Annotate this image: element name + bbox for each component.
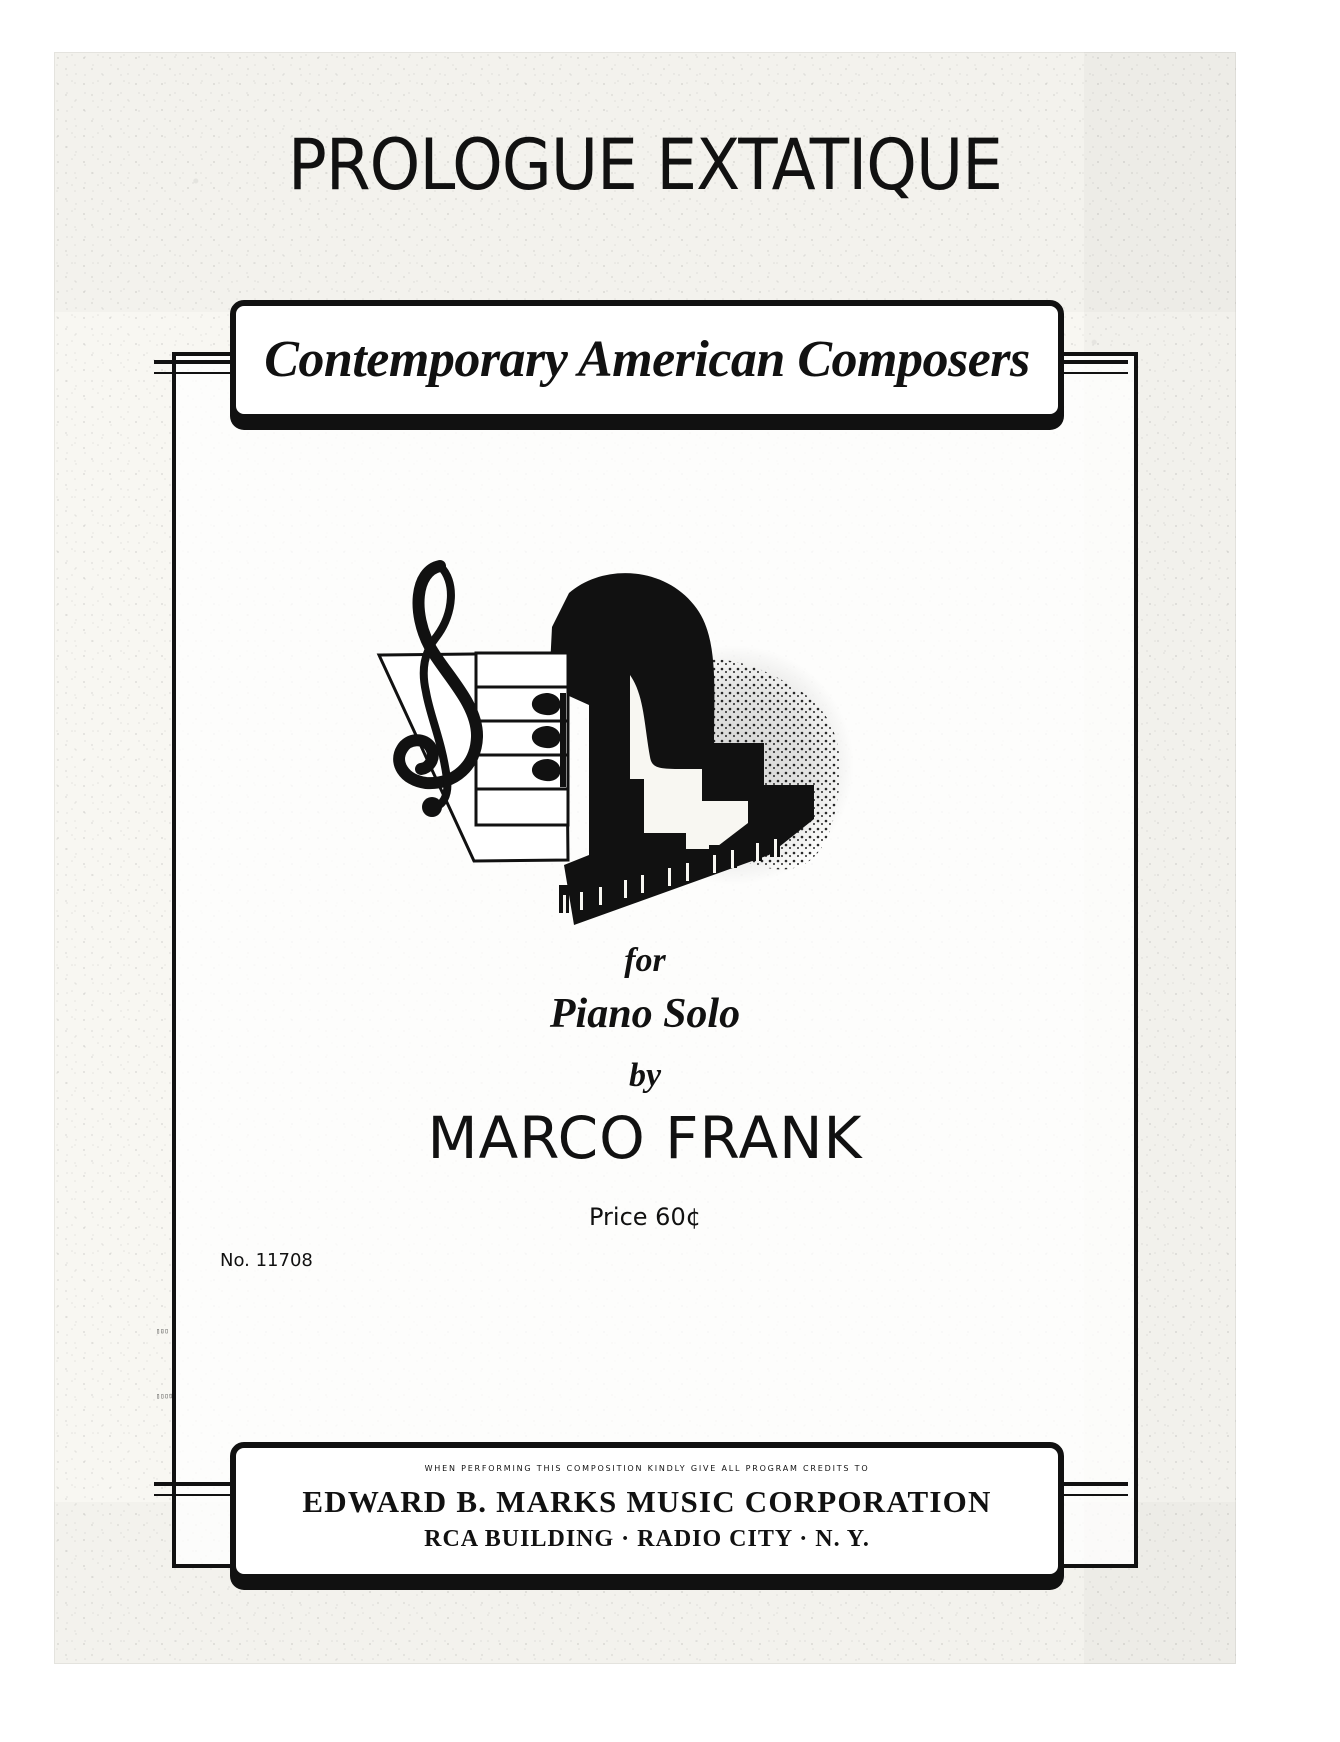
top-left-rail-thin: [154, 372, 240, 374]
bottom-left-rail-thin: [154, 1494, 240, 1496]
margin-mark: ▯▯▯: [155, 1326, 169, 1336]
margin-mark-lower: ▯▯▯▯: [155, 1391, 173, 1401]
catalog-number: No. 11708: [220, 1250, 313, 1271]
bottom-left-rail: [154, 1482, 240, 1486]
instrument-text: Piano Solo: [549, 991, 741, 1037]
top-left-rail: [154, 360, 240, 364]
music-cover-page: [54, 52, 1236, 1664]
publisher-banner: [230, 1442, 1064, 1580]
by-text: by: [628, 1057, 662, 1094]
price-text: Price 60¢: [589, 1203, 701, 1231]
publisher-name: EDWARD B. MARKS MUSIC CORPORATION: [302, 1484, 992, 1519]
page-title: PROLOGUE EXTATIQUE: [287, 124, 1003, 206]
series-banner: [230, 300, 1064, 420]
publisher-address: RCA BUILDING · RADIO CITY · N. Y.: [424, 1526, 870, 1552]
credits-note: WHEN PERFORMING THIS COMPOSITION KINDLY GIVE ALL PROGRAM CREDITS TO: [424, 1464, 870, 1473]
series-title: Contemporary American Composers: [264, 331, 1030, 388]
composer-name: MARCO FRANK: [427, 1104, 863, 1172]
piano-sheet-music-illustration-icon: [344, 555, 884, 955]
for-text: for: [624, 942, 666, 979]
